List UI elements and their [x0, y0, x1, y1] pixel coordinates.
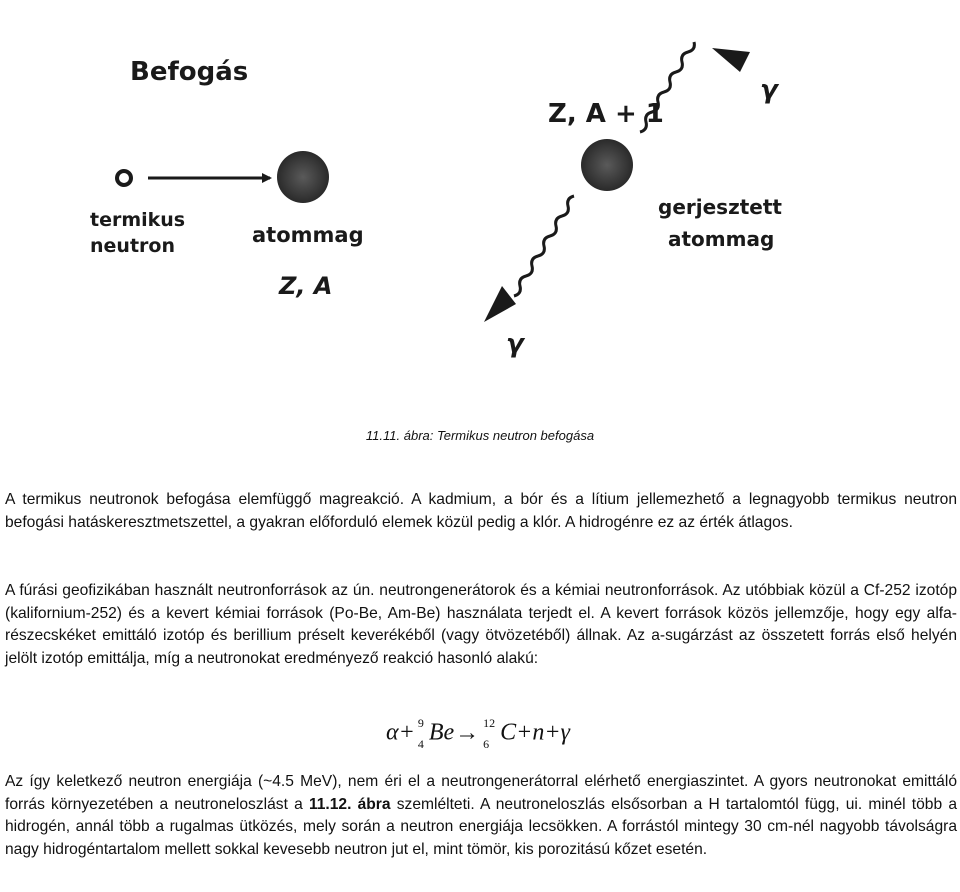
neutron-label-1: termikus: [90, 209, 186, 231]
formula-neutron: n: [532, 719, 545, 746]
gamma-wave-down-icon: [514, 196, 574, 296]
paragraph-neutron-sources: A fúrási geofizikában használt neutronforrások az ún. neutrongenerátorok és a kémiai neutronforrások. Az utóbbiak közül a Cf-252 izotóp (kalifornium-252) és a kevert kémiai források (Po-Be, Am-Be) használata terjedt el. A kevert források közös jellemzője, hogy egy alfa-részecskéket emittáló izotóp és berillium préselt keverékéből (vagy ötvözetéből) állnak. Az a-sugárzást az összetett forrás első helyén jelölt izotóp emittálja, míg a neutronokat eredményező reakció hasonló alakú:: [5, 582, 957, 667]
formula-c-symbol: C: [500, 719, 517, 746]
formula-gamma: γ: [560, 719, 571, 746]
excited-nucleus-icon: [581, 139, 633, 191]
formula-be-symbol: Be: [428, 719, 455, 746]
excited-label-1: gerjesztett: [658, 195, 782, 219]
paragraph-neutron-energy-part-b: szemlélteti. A neutroneloszlás elsősorban a H tartalomtól függ, ui. minél több a hidrogén, annál több a rugalmas ütközés, mely során a neutron energiája lecsökken. A forrástól mintegy 30 cm-nél nagyobb távolságra nagy hidrogéntartalom mellett sokkal kevesebb neutron jut el, mint tömör, kis porozitású kőzet esetén.: [5, 795, 957, 858]
formula-c-z: 6: [483, 737, 490, 751]
paragraph-capture: A termikus neutronok befogása elemfüggő magreakció. A kadmium, a bór és a lítium jellemezhető a legnagyobb termikus neutron befogási hatáskeresztmetszettel, a gyakran előforduló elemek közül pedig a klór. A hidrogénre ez az érték átlagos.: [5, 491, 957, 531]
figure-title: Befogás: [130, 57, 249, 87]
formula-arrow: →: [455, 719, 480, 746]
gamma-top-label: γ: [760, 75, 778, 105]
nucleus-za-label: Z, A: [279, 272, 333, 300]
formula-plus-3: +: [544, 719, 561, 746]
gamma-arrowhead-down-icon: [484, 286, 516, 322]
reaction-formula: [386, 716, 570, 750]
formula-be-mass: 9: [417, 716, 424, 730]
neutron-label-2: neutron: [90, 235, 175, 257]
excited-label-2: atommag: [668, 227, 775, 251]
gamma-arrowhead-up-icon: [712, 48, 750, 72]
formula-c-indices: [480, 716, 500, 750]
formula-plus-2: +: [516, 719, 533, 746]
formula-be-indices: [415, 716, 429, 750]
formula-c-mass: 12: [483, 716, 496, 730]
formula-be-z: 4: [417, 737, 424, 751]
neutron-icon: [117, 171, 131, 185]
figure-caption: 11.11. ábra: Termikus neutron befogása: [365, 428, 595, 443]
neutron-capture-figure: [0, 0, 960, 410]
figure-reference: 11.12. ábra: [308, 795, 391, 813]
paragraph-neutron-energy-part-a: Az így keletkező neutron energiája (~4.5 MeV), nem éri el a neutrongenerátorral elérhető energiaszintet. A gyors neutronokat emittáló forrás környezetében a neutroneloszlást a: [5, 773, 957, 813]
target-nucleus-icon: [277, 151, 329, 203]
nucleus-label: atommag: [252, 223, 364, 247]
formula-plus-1: +: [398, 719, 415, 746]
gamma-bottom-label: γ: [506, 329, 524, 359]
paragraph-neutron-energy: [5, 771, 957, 861]
formula-alpha: α: [386, 719, 399, 746]
product-za-label: Z, A + 1: [548, 99, 664, 129]
